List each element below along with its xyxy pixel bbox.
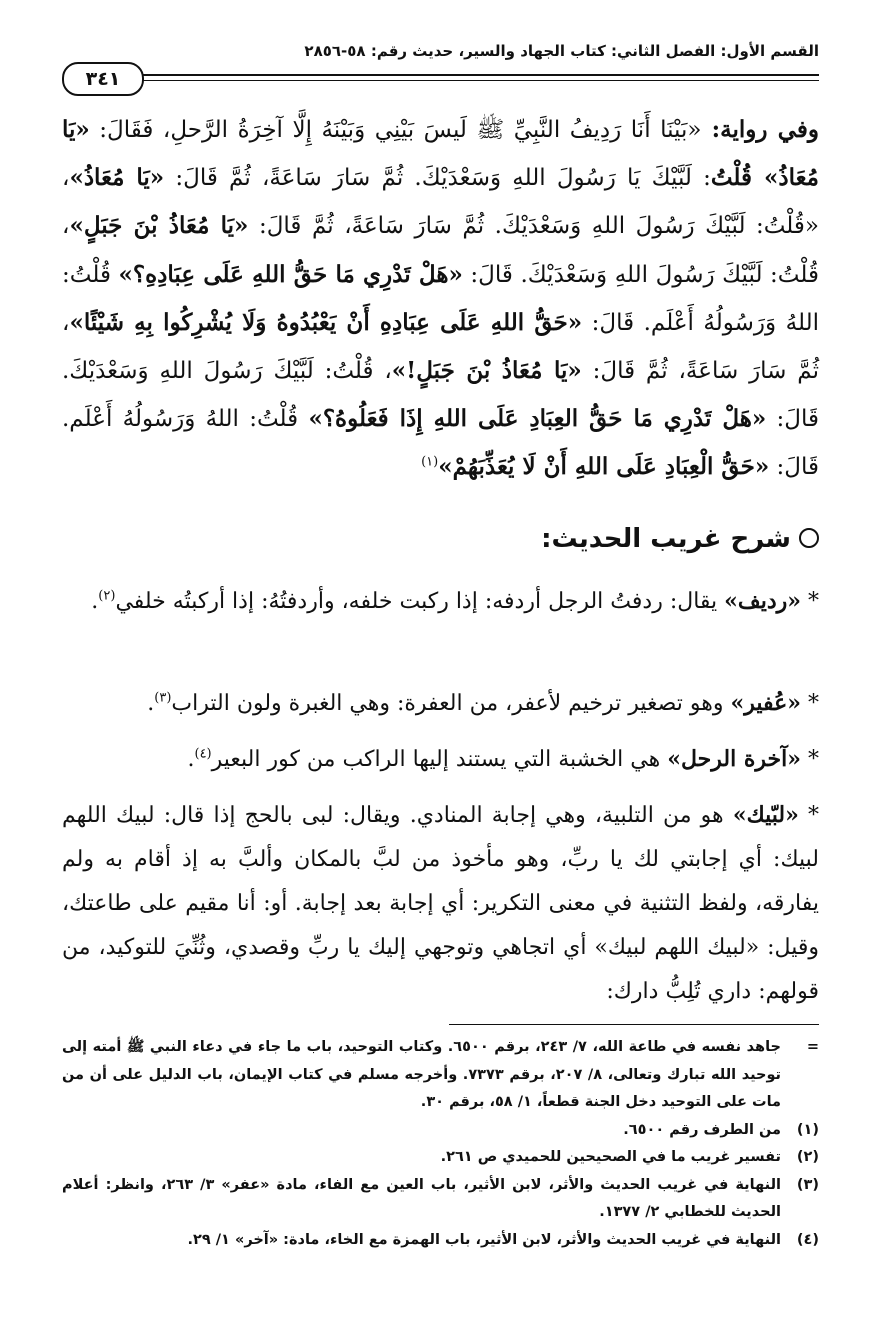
- gloss-term: «رديف»: [724, 588, 801, 614]
- header-rule-thick: [142, 74, 819, 76]
- gloss-text: هو من التلبية، وهي إجابة المنادي. ويقال: لبى بالحج إذا قال: لبيك اللهم لبيك: أي إجابتي لك يا ربِّ، وهو مأخوذ من لبَّ بالمكان وألبَّ به إذ أقام به ولم يفارقه، ولفظ التثنية في معنى التكرير: أي إجابة بعد إجابة. أو: أنا مقيم على طاعتك، وقيل: «لبيك اللهم لبيك» أي اتجاهي وتوجهي إليك يا ربِّ وقصدي، وثُنِّيَ للتوكيد، من قولهم: داري تُلِبُّ دارك:: [62, 803, 819, 1004]
- gloss-term: «عُفير»: [730, 690, 801, 716]
- footnote-text: جاهد نفسه في طاعة الله، ٧/ ٢٤٣، برقم ٦٥٠٠. وكتاب التوحيد، باب ما جاء في دعاء النبي ﷺ أمته إلى توحيد الله تبارك وتعالى، ٨/ ٢٠٧، برقم ٧٣٧٣. وأخرجه مسلم في كتاب الإيمان، باب الدليل على أن من مات على التوحيد دخل الجنة قطعاً، ١/ ٥٨، برقم ٣٠.: [62, 1039, 781, 1110]
- gloss-text: وهو تصغير ترخيم لأعفر، من العفرة: وهي الغبرة ولون التراب: [171, 691, 731, 716]
- page-number: ٣٤١: [62, 62, 144, 96]
- circle-bullet-icon: [799, 528, 819, 548]
- gloss-text: يقال: ردفتُ الرجل أردفه: إذا ركبت خلفه، وأردفتُهُ: إذا أركبتُه خلفي: [115, 589, 725, 614]
- hadith-seg-17: قُلْتُ: اللهُ وَرَسُولُهُ أَعْلَم. قَالَ:: [62, 406, 819, 481]
- footnote-separator: [449, 1024, 819, 1025]
- header-rule: [142, 74, 819, 82]
- gloss-entry: [62, 737, 819, 782]
- hadith-seg-06: «يَا مُعَاذُ»: [69, 164, 165, 192]
- hadith-seg-18: «حَقُّ الْعِبَادِ عَلَى اللهِ أَنْ لَا يُعَذِّبَهُمْ»: [438, 453, 770, 481]
- gloss-term: «آخرة الرحل»: [667, 746, 801, 772]
- footnote-ref-4: (٤): [194, 746, 212, 762]
- footnote-item: [62, 1172, 819, 1227]
- footnote-text: النهاية في غريب الحديث والأثر، لابن الأثير، باب الهمزة مع الخاء، مادة: «آخر» ١/ ٢٩.: [187, 1231, 781, 1248]
- hadith-paragraph: [62, 106, 819, 492]
- footnote-ref-3: (٣): [154, 690, 172, 706]
- footnote-item: [62, 1034, 819, 1117]
- running-header: القسم الأول: الفصل الثاني: كتاب الجهاد والسير، حديث رقم: ٥٨-٢٨٥٦: [304, 42, 819, 60]
- hadith-seg-16: «هَلْ تَدْرِي مَا حَقُّ العِبَادِ عَلَى اللهِ إِذَا فَعَلُوهُ؟»: [308, 405, 767, 433]
- narration-intro: وفي رواية:: [701, 116, 819, 143]
- footnote-item: [62, 1227, 819, 1255]
- footnote-mark: (٣): [796, 1176, 819, 1193]
- gloss-star: *: [801, 589, 819, 614]
- footnote-text: تفسير غريب ما في الصحيحين للحميدي ص ٢٦١.: [440, 1149, 781, 1165]
- footnote-ref-2: (٢): [98, 588, 116, 604]
- gloss-tail: .: [147, 691, 155, 716]
- gloss-star: *: [801, 691, 819, 716]
- gloss-tail: .: [187, 747, 195, 772]
- footnotes: [62, 1034, 819, 1254]
- hadith-seg-02: «بَيْنَا أَنَا رَدِيفُ النَّبِيِّ ﷺ لَيسَ بَيْنِي وَبَيْنَهُ إِلَّا آخِرَةُ الرَّحلِ، فَقَالَ:: [89, 117, 702, 143]
- footnote-mark: (٢): [796, 1149, 819, 1165]
- footnote-item: [62, 1117, 819, 1145]
- footnote-mark: (٤): [796, 1231, 819, 1248]
- hadith-seg-05: : لَبَّيْكَ يَا رَسُولَ اللهِ وَسَعْدَيْكَ. ثُمَّ سَارَ سَاعَةً، ثُمَّ قَالَ:: [164, 165, 711, 192]
- gloss-text: هي الخشبة التي يستند إليها الراكب من كور البعير: [211, 747, 668, 772]
- gloss-entry: [62, 681, 819, 726]
- footnote-mark: =: [806, 1039, 819, 1055]
- hadith-seg-14: «يَا مُعَاذُ بْنَ جَبَلٍ!»: [391, 357, 582, 385]
- hadith-seg-15: ، قُلْتُ: لَبَّيْكَ رَسُولَ اللهِ وَسَعْدَيْكَ. قَالَ:: [62, 358, 819, 433]
- hadith-seg-12: «حَقُّ اللهِ عَلَى عِبَادِهِ أَنْ يَعْبُدُوهُ وَلَا يُشْرِكُوا بِهِ شَيْئًا»: [69, 308, 583, 336]
- section-heading: [541, 519, 819, 559]
- hadith-seg-11: قُلْتُ: اللهُ وَرَسُولُهُ أَعْلَم. قَالَ:: [62, 261, 819, 336]
- hadith-seg-13: ، ثُمَّ سَارَ سَاعَةً، ثُمَّ قَالَ:: [62, 309, 820, 385]
- gloss-term: «لبّيك»: [732, 802, 799, 828]
- footnote-ref-1: (١): [421, 454, 439, 470]
- gloss-star: *: [798, 803, 819, 828]
- section-heading-text: شرح غريب الحديث:: [541, 524, 791, 554]
- hadith-seg-10: «هَلْ تَدْرِي مَا حَقُّ اللهِ عَلَى عِبَادِهِ؟»: [118, 260, 463, 288]
- footnote-item: [62, 1144, 819, 1172]
- hadith-seg-03: «يَا مُعَاذُ»: [62, 116, 819, 192]
- hadith-text: [62, 106, 819, 492]
- footnote-text: النهاية في غريب الحديث والأثر، لابن الأثير، باب العين مع الفاء، مادة «عفر» ٣/ ٢٦٣، وانظر: أعلام الحديث للخطابي ٢/ ١٣٧٧.: [62, 1176, 781, 1220]
- header-rule-thin: [142, 80, 819, 81]
- gloss-tail: .: [91, 589, 99, 614]
- gloss-entry: [62, 579, 819, 624]
- hadith-seg-08: «يَا مُعَاذُ بْنَ جَبَلٍ»: [69, 212, 249, 240]
- hadith-seg-07: ، «قُلْتُ: لَبَّيْكَ رَسُولَ اللهِ وَسَعْدَيْكَ. ثُمَّ سَارَ سَاعَةً، ثُمَّ قَالَ:: [62, 165, 819, 240]
- hadith-seg-04: قُلْتُ: [710, 164, 764, 192]
- footnote-text: من الطرف رقم ٦٥٠٠.: [623, 1121, 781, 1138]
- hadith-seg-09: ، قُلْتُ: لَبَّيْكَ رَسُولَ اللهِ وَسَعْدَيْكَ. قَالَ:: [62, 213, 819, 288]
- footnote-mark: (١): [796, 1121, 819, 1138]
- gloss-star: *: [801, 747, 819, 772]
- gloss-entry: [62, 793, 819, 1014]
